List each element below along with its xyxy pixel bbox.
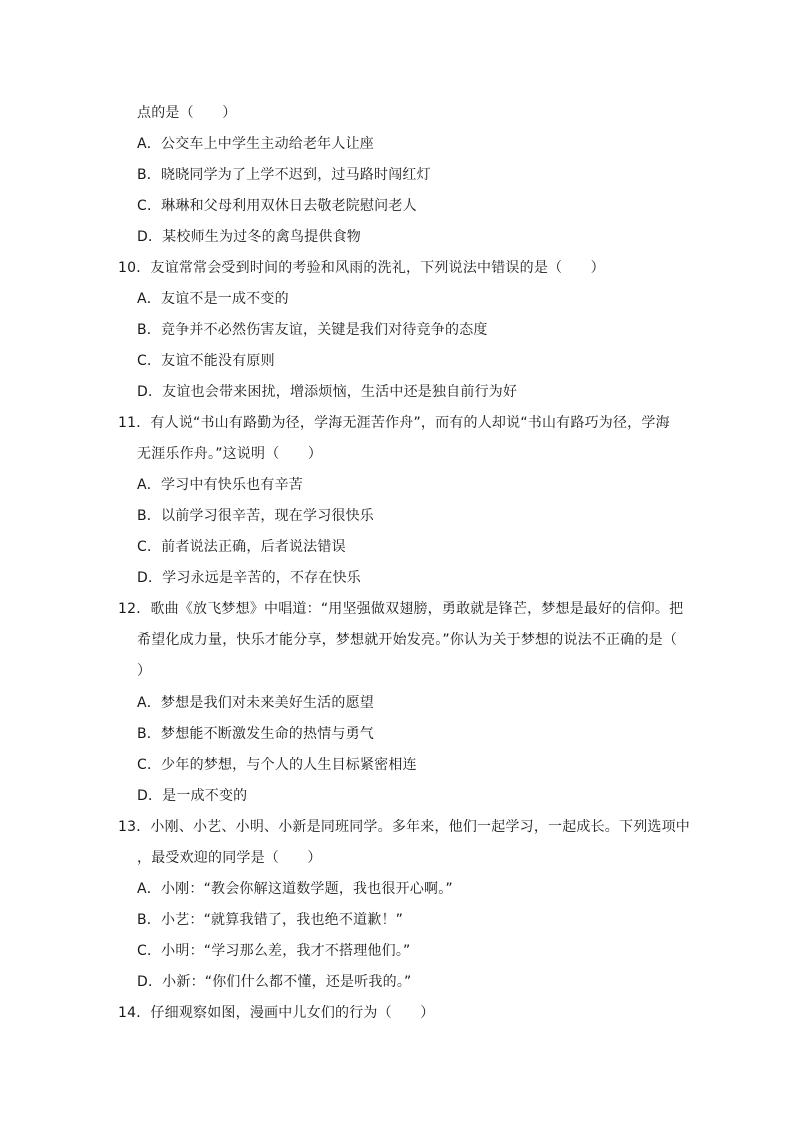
question-line: C．友谊不能没有原则	[137, 353, 275, 369]
question-line: B．梦想能不断激发生命的热情与勇气	[137, 726, 375, 742]
question-stem-line: 14．仔细观察如图，漫画中儿女们的行为（ ）	[118, 1005, 435, 1021]
question-line: B．晓晓同学为了上学不迟到，过马路时闯红灯	[137, 167, 431, 183]
question-line: B．竞争并不必然伤害友谊，关键是我们对待竞争的态度	[137, 322, 488, 338]
question-line: A．小刚：“教会你解这道数学题，我也很开心啊。”	[137, 881, 453, 897]
question-line: A．学习中有快乐也有辛苦	[137, 477, 303, 493]
question-stem-line: 11．有人说“书山有路勤为径，学海无涯苦作舟”，而有的人却说“书山有路巧为径，学海	[118, 415, 670, 431]
question-line: D．某校师生为过冬的禽鸟提供食物	[137, 229, 361, 245]
question-line: C．前者说法正确，后者说法错误	[137, 539, 346, 555]
question-line: A．公交车上中学生主动给老年人让座	[137, 136, 374, 152]
question-line: 无涯乐作舟。”这说明（ ）	[137, 446, 323, 462]
question-line: B．小艺：“就算我错了，我也绝不道歉！”	[137, 912, 404, 928]
question-line: C．小明：“学习那么差，我才不搭理他们。”	[137, 943, 411, 959]
question-line: ）	[137, 663, 152, 679]
question-line: D．友谊也会带来困扰，增添烦恼，生活中还是独自前行为好	[137, 384, 518, 400]
question-line: 点的是（ ）	[137, 105, 237, 121]
question-line: D．是一成不变的	[137, 788, 248, 804]
question-line: 希望化成力量，快乐才能分享，梦想就开始发亮。”你认为关于梦想的说法不正确的是（	[137, 632, 678, 648]
question-line: ，最受欢迎的同学是（ ）	[137, 850, 322, 866]
question-line: D．学习永远是辛苦的，不存在快乐	[137, 570, 361, 586]
question-line: C．少年的梦想，与个人的人生目标紧密相连	[137, 757, 417, 773]
question-line: A．梦想是我们对未来美好生活的愿望	[137, 695, 374, 711]
question-stem-line: 12．歌曲《放飞梦想》中唱道：“用坚强做双翅膀，勇敢就是锋芒，梦想是最好的信仰。把	[118, 601, 684, 617]
question-line: B．以前学习很辛苦，现在学习很快乐	[137, 508, 375, 524]
question-stem-line: 10．友谊常常会受到时间的考验和风雨的洗礼，下列说法中错误的是（ ）	[118, 260, 605, 276]
question-line: C．琳琳和父母利用双休日去敬老院慰问老人	[137, 198, 417, 214]
question-line: A．友谊不是一成不变的	[137, 291, 289, 307]
question-line: D．小新：“你们什么都不懂，还是听我的。”	[137, 974, 412, 990]
question-stem-line: 13．小刚、小艺、小明、小新是同班同学。多年来，他们一起学习，一起成长。下列选项中	[118, 819, 691, 835]
